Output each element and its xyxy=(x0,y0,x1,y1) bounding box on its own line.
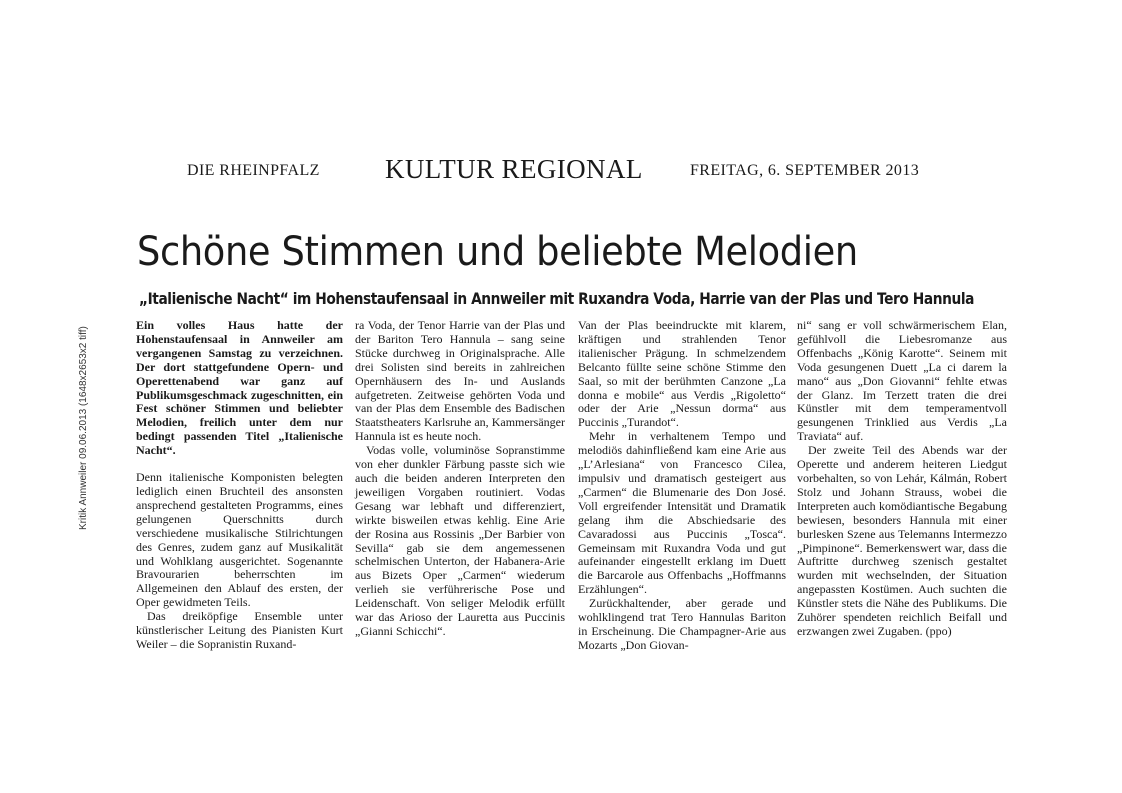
article-headline: Schöne Stimmen und beliebte Melodien xyxy=(137,229,858,275)
newspaper-name: DIE RHEINPFALZ xyxy=(187,162,320,179)
article-paragraph: Van der Plas beeindruckte mit klarem, kräftigen und strahlenden Tenor italienischer Prägung. In schmelzendem Belcanto füllte seine schöne Stimme den Saal, so mit der berühmten Canzone „La donna e mobile“ aus Verdis „Rigoletto“ oder der Arie „Nessun dorma“ aus Puccinis „Turandot“. xyxy=(578,318,786,430)
article-paragraph: ra Voda, der Tenor Harrie van der Plas und der Bariton Tero Hannula – sang seine Stücke durchweg in Originalsprache. Alle drei Solisten sind bereits in zahlreichen Opernhäusern des In- und Auslands aufgetreten. Zeitweise gehörten Voda und van der Plas dem Ensemble des Badischen Staatstheaters Karlsruhe an, Kammersänger Hannula ist es heute noch. xyxy=(355,318,565,444)
article-column-2 xyxy=(355,319,565,639)
article-column-4 xyxy=(797,319,1007,639)
article-paragraph: Zurückhaltender, aber gerade und wohlklingend trat Tero Hannulas Bariton in Erscheinung. Die Champagner-Arie aus Mozarts „Don Giovan- xyxy=(578,596,786,652)
article-subheadline: „Italienische Nacht“ im Hohenstaufensaal in Annweiler mit Ruxandra Voda, Harrie van der Plas und Tero Hannula xyxy=(139,289,974,308)
scan-file-note: Kritik Annweiler 09.06.2013 (1648x2653x2 tiff) xyxy=(78,326,89,530)
article-lead: Ein volles Haus hatte der Hohenstaufensaal in Annweiler am vergangenen Samstag zu verzeichnen. Der dort stattgefundene Opern- und Operettenabend war ganz auf Publikumsgeschmack zugeschnitten, ein Fest schöner Stimmen und beliebter Melodien, freilich unter dem nur bedingt passenden Titel „Italienische Nacht“. xyxy=(136,318,343,458)
article-paragraph: Das dreiköpfige Ensemble unter künstlerischer Leitung des Pianisten Kurt Weiler – die Sopranistin Ruxand- xyxy=(136,609,343,651)
article-paragraph: Mehr in verhaltenem Tempo und melodiös dahinfließend kam eine Arie aus „L’Arlesiana“ von Francesco Cilea, impulsiv und dramatisch gesteigert aus „Carmen“ die Blumenarie des Don José. Voll ergreifender Intensität und Dramatik gelang ihm die Abschiedsarie des Cavaradossi aus Puccinis „Tosca“. Gemeinsam mit Ruxandra Voda und gut aufeinander eingestellt erklang im Duett die Barcarole aus Offenbachs „Hoffmanns Erzählungen“. xyxy=(578,429,786,597)
article-column-3 xyxy=(578,319,786,653)
article-paragraph: Der zweite Teil des Abends war der Operette und anderem heiteren Liedgut vorbehalten, so von Lehár, Kálmán, Robert Stolz und Johann Strauss, wobei die Interpreten auch komödiantische Begabung bewiesen, besonders Hannula mit einer burlesken Szene aus Telemanns Intermezzo „Pimpinone“. Bemerkenswert war, dass die Auftritte durchweg szenisch gestaltet wurden mit wechselnden, der Situation angepassten Kostümen. Auch suchten die Künstler stets die Nähe des Publikums. Die Zuhörer spendeten reichlich Beifall und erzwangen zwei Zugaben. (ppo) xyxy=(797,443,1007,638)
article-column-1 xyxy=(136,319,343,652)
issue-date: FREITAG, 6. SEPTEMBER 2013 xyxy=(690,162,920,179)
masthead xyxy=(0,154,1122,188)
article-paragraph: Vodas volle, voluminöse Sopranstimme von eher dunkler Färbung passte sich wie auch die beiden anderen Interpreten den jeweiligen Vorgaben routiniert. Vodas Gesang war lebhaft und differenziert, wirkte bisweilen etwas kehlig. Eine Arie der Rosina aus Rossinis „Der Barbier von Sevilla“ gab sie dem angemessenen schelmischen Unterton, der Habanera-Arie aus Bizets Oper „Carmen“ wiederum verlieh sie verführerische Pose und Leidenschaft. Von seliger Melodik erfüllt war das Arioso der Lauretta aus Puccinis „Gianni Schicchi“. xyxy=(355,443,565,638)
section-title: KULTUR REGIONAL xyxy=(385,154,643,184)
article-paragraph: Denn italienische Komponisten belegten lediglich einen Bruchteil des ansonsten ansprechend gestalteten Programms, eines gelungenen Querschnitts durch verschiedene musikalische Stilrichtungen des Genres, zudem ganz auf Musikalität und Wohlklang ausgerichtet. Sogenannte Bravourarien beherrschten im Allgemeinen den Ablauf des ersten, der Oper gewidmeten Teils. xyxy=(136,470,343,610)
article-paragraph: ni“ sang er voll schwärmerischem Elan, gefühlvoll die Liebesromanze aus Offenbachs „König Karotte“. Seinem mit Voda gesungenen Duett „La ci darem la mano“ aus „Don Giovanni“ fehlte etwas der Glanz. Im Terzett traten die drei Künstler mit dem temperamentvoll gesungenen Trinklied aus Verdis „La Traviata“ auf. xyxy=(797,318,1007,444)
